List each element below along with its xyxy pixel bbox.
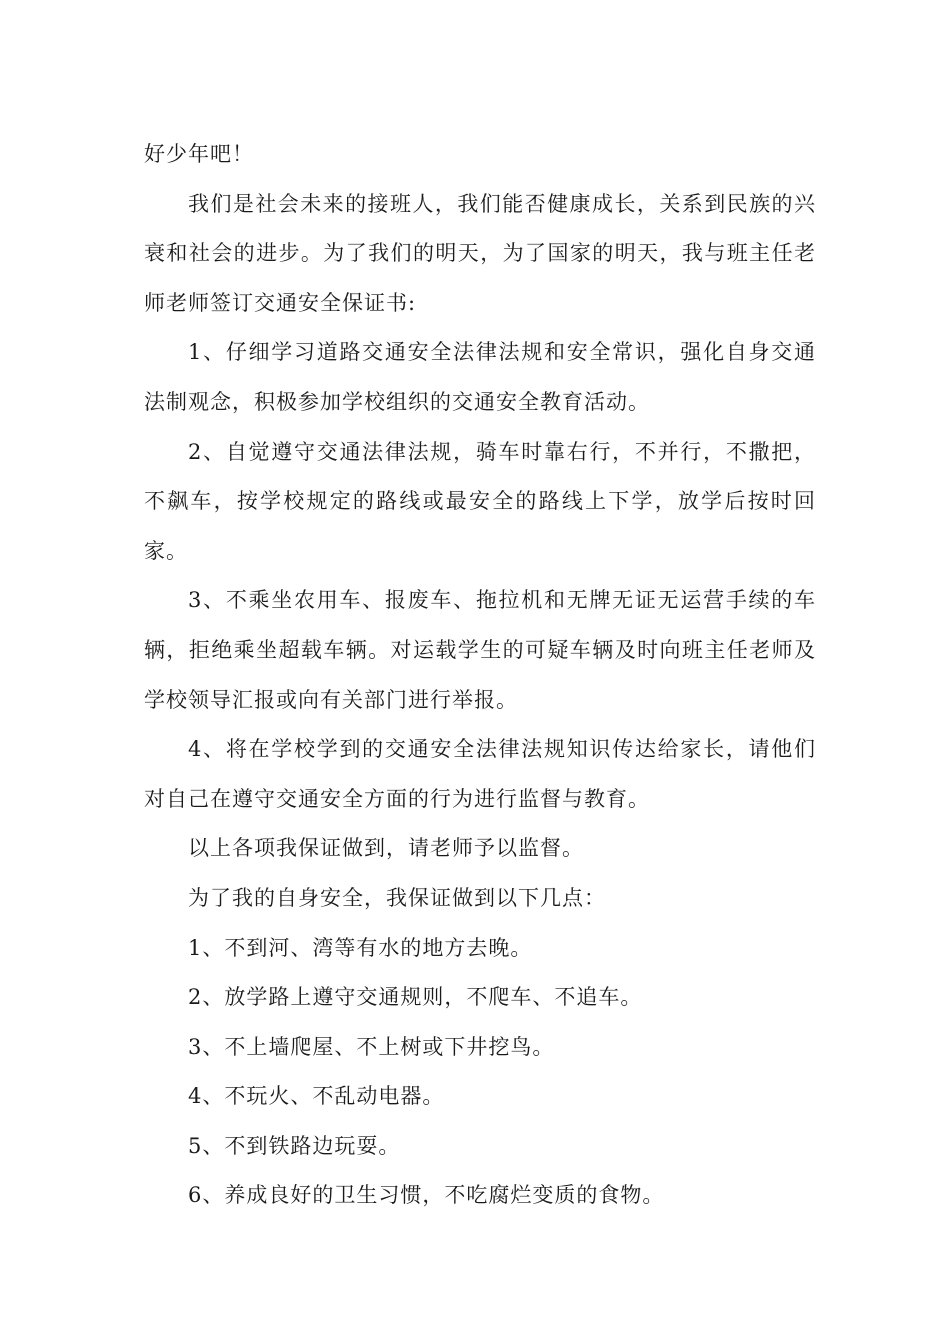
safety-item-1: 1、不到河、湾等有水的地方去晚。	[188, 935, 533, 960]
document-body	[144, 130, 816, 1221]
safety-item-6: 6、养成良好的卫生习惯，不吃腐烂变质的食物。	[188, 1183, 665, 1208]
safety-item-2: 2、放学路上遵守交通规则，不爬车、不追车。	[188, 985, 643, 1010]
paragraph-item-3: 3、不乘坐农用车、报废车、拖拉机和无牌无证无运营手续的车辆，拒绝乘坐超载车辆。对运载学生的可疑车辆及时向班主任老师及学校领导汇报或向有关部门进行举报。	[144, 588, 816, 712]
safety-item-4: 4、不玩火、不乱动电器。	[188, 1084, 445, 1109]
paragraph-safety-intro: 为了我的自身安全，我保证做到以下几点：	[188, 885, 606, 910]
paragraph-item-2: 2、自觉遵守交通法律法规，骑车时靠右行，不并行，不撒把，不飙车，按学校规定的路线或最安全的路线上下学，放学后按时回家。	[144, 439, 816, 563]
paragraph-intro: 我们是社会未来的接班人，我们能否健康成长，关系到民族的兴衰和社会的进步。为了我们的明天，为了国家的明天，我与班主任老师老师签订交通安全保证书:	[144, 191, 816, 315]
paragraph-item-1: 1、仔细学习道路交通安全法律法规和安全常识，强化自身交通法制观念，积极参加学校组织的交通安全教育活动。	[144, 340, 816, 414]
safety-item-3: 3、不上墙爬屋、不上树或下井挖鸟。	[188, 1034, 555, 1059]
paragraph-closing-line: 好少年吧！	[144, 142, 254, 166]
safety-item-5: 5、不到铁路边玩耍。	[188, 1133, 401, 1158]
paragraph-pledge: 以上各项我保证做到，请老师予以监督。	[188, 836, 584, 861]
paragraph-item-4: 4、将在学校学到的交通安全法律法规知识传达给家长，请他们对自己在遵守交通安全方面的行为进行监督与教育。	[144, 737, 816, 811]
